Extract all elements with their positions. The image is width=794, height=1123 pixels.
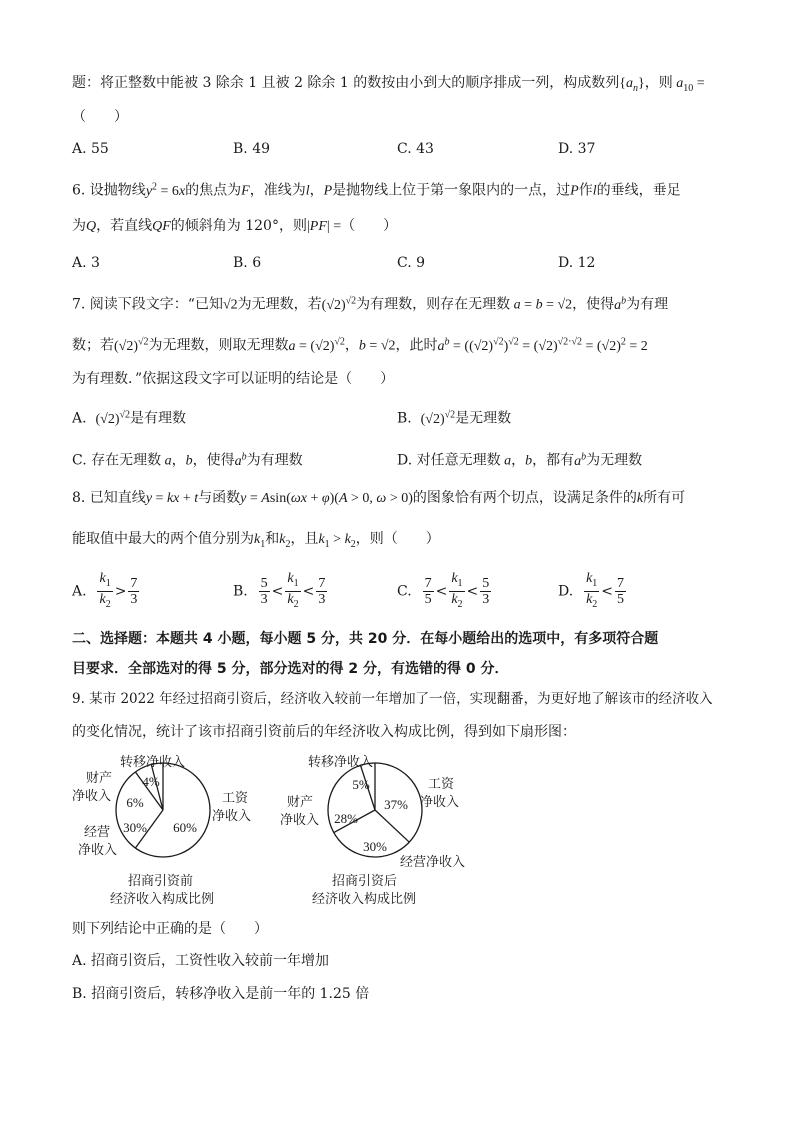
pie-slice-operating-value: 30% bbox=[363, 839, 387, 854]
q7-option-c[interactable]: C. 存在无理数 a，b，使得$a^b$为有理数 bbox=[72, 451, 303, 469]
q5-option-b[interactable]: B. 49 bbox=[233, 141, 271, 157]
q7-line3: 为有理数．”依据这段文字可以证明的结论是（ ） bbox=[72, 371, 395, 387]
pie1-wage-label-1: 工资 bbox=[222, 791, 249, 806]
pie2-wage-label-2: 净收入 bbox=[420, 795, 460, 810]
q6-line2: 为Q，若直线QF的倾斜角为 120°，则|PF| =（ ） bbox=[72, 218, 398, 234]
pie-charts bbox=[0, 748, 794, 918]
pie-slice-wage-value: 37% bbox=[384, 797, 408, 812]
q9-line1: 9. 某市 2022 年经过招商引资后，经济收入较前一年增加了一倍，实现翻番，为更好地了解该市的经济收入 bbox=[72, 691, 713, 707]
q5-option-a[interactable]: A. 55 bbox=[72, 141, 109, 157]
q6-line1: 6. 设抛物线$y^2 = 6x$的焦点为F，准线为l，P是抛物线上位于第一象限内的一点，过P作l的垂线，垂足 bbox=[72, 181, 681, 199]
q7-option-a[interactable]: A. $(√2)^{√2}$是有理数 bbox=[72, 409, 186, 427]
q8-option-a[interactable]: A. $\frac{k_1}{k_2}$ > $\frac{7}{3}$ bbox=[72, 571, 138, 610]
pie1-wage-label-2: 净收入 bbox=[212, 809, 252, 824]
section-heading-line2: 目要求．全部选对的得 5 分，部分选对的得 2 分，有选错的得 0 分． bbox=[72, 661, 509, 677]
pie-slice-transfer-value: 5% bbox=[352, 777, 370, 792]
q8-option-d[interactable]: D. $\frac{k_1}{k_2}$ < $\frac{7}{5}$ bbox=[558, 571, 625, 610]
q6-option-d[interactable]: D. 12 bbox=[558, 255, 596, 271]
q7-line2: 数；若$(√2)^{√2}$为无理数，则取无理数$a = (√2)^{√2}$，b = √2，此时$a^b = ((√2)^{√2})^{√2} = (√2)^{√2\cdot√2} = (√2)^2 = 2$ bbox=[72, 336, 648, 354]
q7-option-b[interactable]: B. $(√2)^{√2}$是无理数 bbox=[397, 409, 512, 427]
q5-option-c[interactable]: C. 43 bbox=[397, 141, 434, 157]
q9-line2: 的变化情况，统计了该市招商引资前后的年经济收入构成比例，得到如下扇形图： bbox=[72, 724, 576, 740]
pie2-transfer-label: 转移净收入 bbox=[308, 755, 374, 770]
q5-line1: 题：将正整数中能被 3 除余 1 且被 2 除余 1 的数按由小到大的顺序排成一列，构成数列$\{a_n\}$，则 $a_{10}$ = bbox=[72, 75, 705, 94]
pie2-wage-label-1: 工资 bbox=[428, 777, 455, 792]
q9-option-b[interactable]: B. 招商引资后，转移净收入是前一年的 1.25 倍 bbox=[72, 986, 370, 1002]
pie-slice-wage-value: 60% bbox=[173, 820, 197, 835]
q5-option-d[interactable]: D. 37 bbox=[558, 141, 596, 157]
pie1-transfer-label: 转移净收入 bbox=[120, 755, 186, 770]
pie2-operating-label: 经营净收入 bbox=[400, 855, 466, 870]
pie-slice-operating-value: 30% bbox=[123, 820, 147, 835]
q6-option-a[interactable]: A. 3 bbox=[72, 255, 100, 271]
q8-line2: 能取值中最大的两个值分别为$k_1$和$k_2$，且$k_1 > k_2$，则（ ） bbox=[72, 531, 440, 550]
pie2-property-label-2: 净收入 bbox=[280, 813, 320, 828]
pie1-caption-1: 招商引资前 bbox=[128, 874, 194, 889]
pie-slice-transfer-value: 4% bbox=[142, 774, 160, 789]
q7-option-d[interactable]: D. 对任意无理数 a，b，都有$a^b$为无理数 bbox=[397, 451, 643, 469]
q8-option-c[interactable]: C. $\frac{7}{5}$ < $\frac{k_1}{k_2}$ < $\frac{5}{3}$ bbox=[397, 571, 490, 610]
pie1-operating-label-2: 净收入 bbox=[78, 843, 118, 858]
q8-option-b[interactable]: B. $\frac{5}{3}$ < $\frac{k_1}{k_2}$ < $\frac{7}{3}$ bbox=[233, 571, 326, 610]
pie1-caption-2: 经济收入构成比例 bbox=[110, 892, 215, 907]
pie2-caption-2: 经济收入构成比例 bbox=[312, 892, 417, 907]
pie2-caption-1: 招商引资后 bbox=[332, 874, 398, 889]
pie-chart-after bbox=[328, 763, 422, 857]
q7-line1: 7. 阅读下段文字：“已知√2为无理数，若$(√2)^{√2}$为有理数，则存在无理数 a = b = √2，使得$a^b$为有理 bbox=[72, 295, 669, 313]
pie1-operating-label-1: 经营 bbox=[84, 825, 111, 840]
q9-question: 则下列结论中正确的是（ ） bbox=[72, 921, 268, 937]
q5-blank: （ ） bbox=[72, 109, 128, 125]
q6-option-b[interactable]: B. 6 bbox=[233, 255, 262, 271]
pie1-property-label-2: 净收入 bbox=[72, 789, 112, 804]
pie-slice-property-value: 6% bbox=[126, 795, 144, 810]
pie-slice-property-value: 28% bbox=[334, 811, 358, 826]
pie2-property-label-1: 财产 bbox=[287, 795, 314, 810]
pie-chart-before bbox=[116, 763, 210, 857]
section-heading-line1: 二、选择题：本题共 4 小题，每小题 5 分，共 20 分．在每小题给出的选项中，有多项符合题 bbox=[72, 631, 659, 647]
q8-line1: 8. 已知直线y = kx + t与函数y = Asin(ωx + φ)(A > 0, ω > 0)的图象恰有两个切点，设满足条件的k所有可 bbox=[72, 490, 686, 506]
pie1-property-label-1: 财产 bbox=[86, 771, 113, 786]
q9-option-a[interactable]: A. 招商引资后，工资性收入较前一年增加 bbox=[72, 953, 330, 969]
q6-option-c[interactable]: C. 9 bbox=[397, 255, 426, 271]
